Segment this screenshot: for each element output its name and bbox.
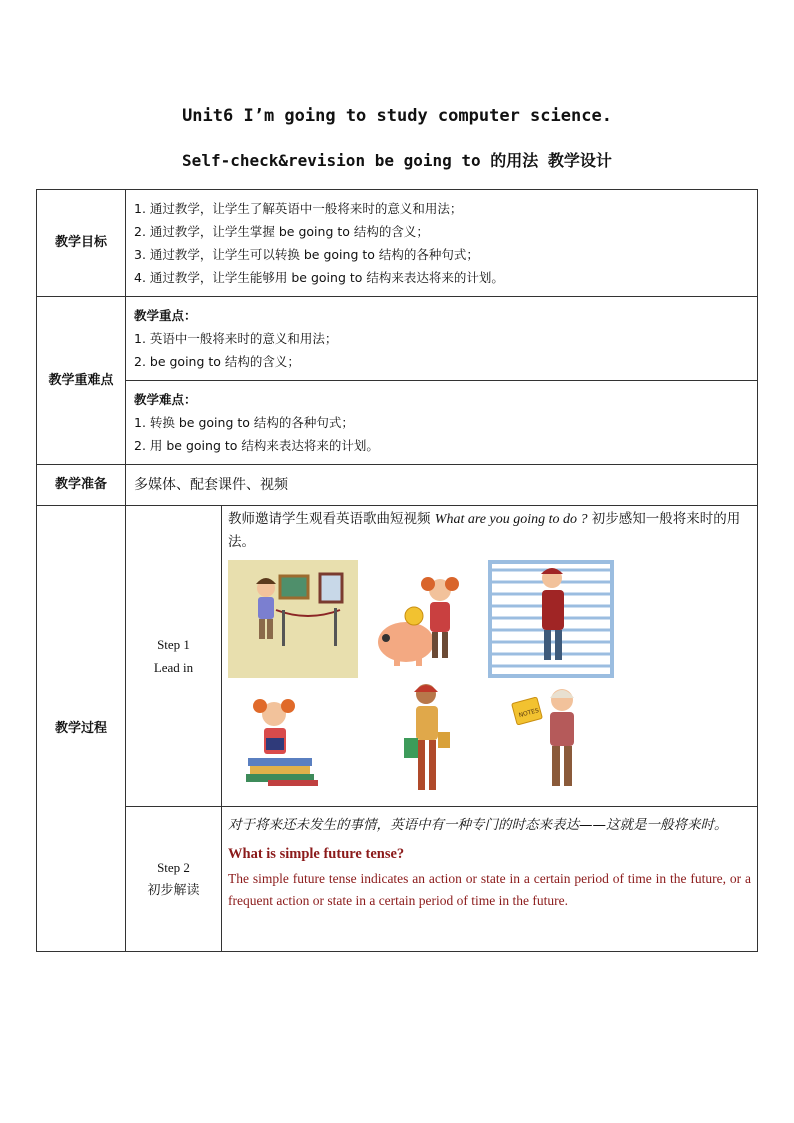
document-subtitle: Self-check&revision be going to 的用法 教学设计 bbox=[182, 151, 612, 170]
step2-sub: 初步解读 bbox=[147, 883, 200, 898]
objective-item: 1. 通过教学，让学生了解英语中一般将来时的意义和用法； bbox=[134, 201, 463, 216]
difficulty-item: 2. 用 be going to 结构来表达将来的计划。 bbox=[134, 438, 379, 453]
step1-name: Step 1 bbox=[157, 637, 190, 652]
lesson-plan-table bbox=[36, 189, 758, 952]
objectives-label: 教学目标 bbox=[37, 190, 126, 297]
illustration-grid bbox=[228, 560, 751, 800]
focus-title: 教学重点： bbox=[134, 308, 197, 323]
step1-sub: Lead in bbox=[153, 660, 194, 675]
preparation-row bbox=[37, 465, 758, 506]
focus-item: 1. 英语中一般将来时的意义和用法； bbox=[134, 331, 338, 346]
song-title: What are you going to do ? bbox=[434, 512, 588, 527]
man-on-phone-illustration bbox=[488, 560, 614, 678]
process-row-step1 bbox=[37, 506, 758, 807]
objectives-row bbox=[37, 190, 758, 297]
process-row-step2 bbox=[37, 807, 758, 952]
step1-content bbox=[222, 506, 758, 807]
key-points-row-b bbox=[37, 381, 758, 465]
preparation-label: 教学准备 bbox=[37, 465, 126, 506]
step2-name: Step 2 bbox=[157, 860, 190, 875]
woman-shopping-illustration bbox=[358, 680, 488, 800]
document-title: Unit6 I’m going to study computer science. bbox=[182, 106, 612, 126]
boy-museum-illustration bbox=[228, 560, 358, 678]
step2-note: 对于将来还未发生的事情，英语中有一种专门的时态来表达——这就是一般将来时。 bbox=[228, 817, 728, 833]
objective-item: 2. 通过教学，让学生掌握 be going to 结构的含义； bbox=[134, 224, 429, 239]
preparation-content: 多媒体、配套课件、视频 bbox=[126, 465, 758, 506]
difficulty-title: 教学难点： bbox=[134, 392, 197, 407]
step2-label bbox=[126, 807, 222, 952]
key-points-label: 教学重难点 bbox=[37, 297, 126, 465]
woman-with-sign-illustration bbox=[488, 680, 614, 800]
objective-item: 3. 通过教学，让学生可以转换 be going to 结构的各种句式； bbox=[134, 247, 479, 262]
step2-question: What is simple future tense? bbox=[228, 846, 405, 862]
girl-piggy-bank-illustration bbox=[358, 560, 488, 678]
step1-label bbox=[126, 506, 222, 807]
focus-content bbox=[126, 297, 758, 381]
objectives-content bbox=[126, 190, 758, 297]
focus-item: 2. be going to 结构的含义； bbox=[134, 354, 300, 369]
girl-reading-illustration bbox=[228, 680, 358, 800]
difficulty-item: 1. 转换 be going to 结构的各种句式； bbox=[134, 415, 354, 430]
objective-item: 4. 通过教学，让学生能够用 be going to 结构来表达将来的计划。 bbox=[134, 270, 504, 285]
step2-content bbox=[222, 807, 758, 952]
process-label: 教学过程 bbox=[37, 506, 126, 952]
difficulty-content bbox=[126, 381, 758, 465]
sign-text: NOTES bbox=[518, 707, 540, 720]
key-points-row-a bbox=[37, 297, 758, 381]
step1-text: 教师邀请学生观看英语歌曲短视频 What are you going to do ? 初步感知一般将来时的用法。 bbox=[228, 511, 741, 550]
step2-definition: The simple future tense indicates an action or state in a certain period of time in the future, or a frequent action or state in a certain period of time in the future. bbox=[228, 871, 751, 908]
